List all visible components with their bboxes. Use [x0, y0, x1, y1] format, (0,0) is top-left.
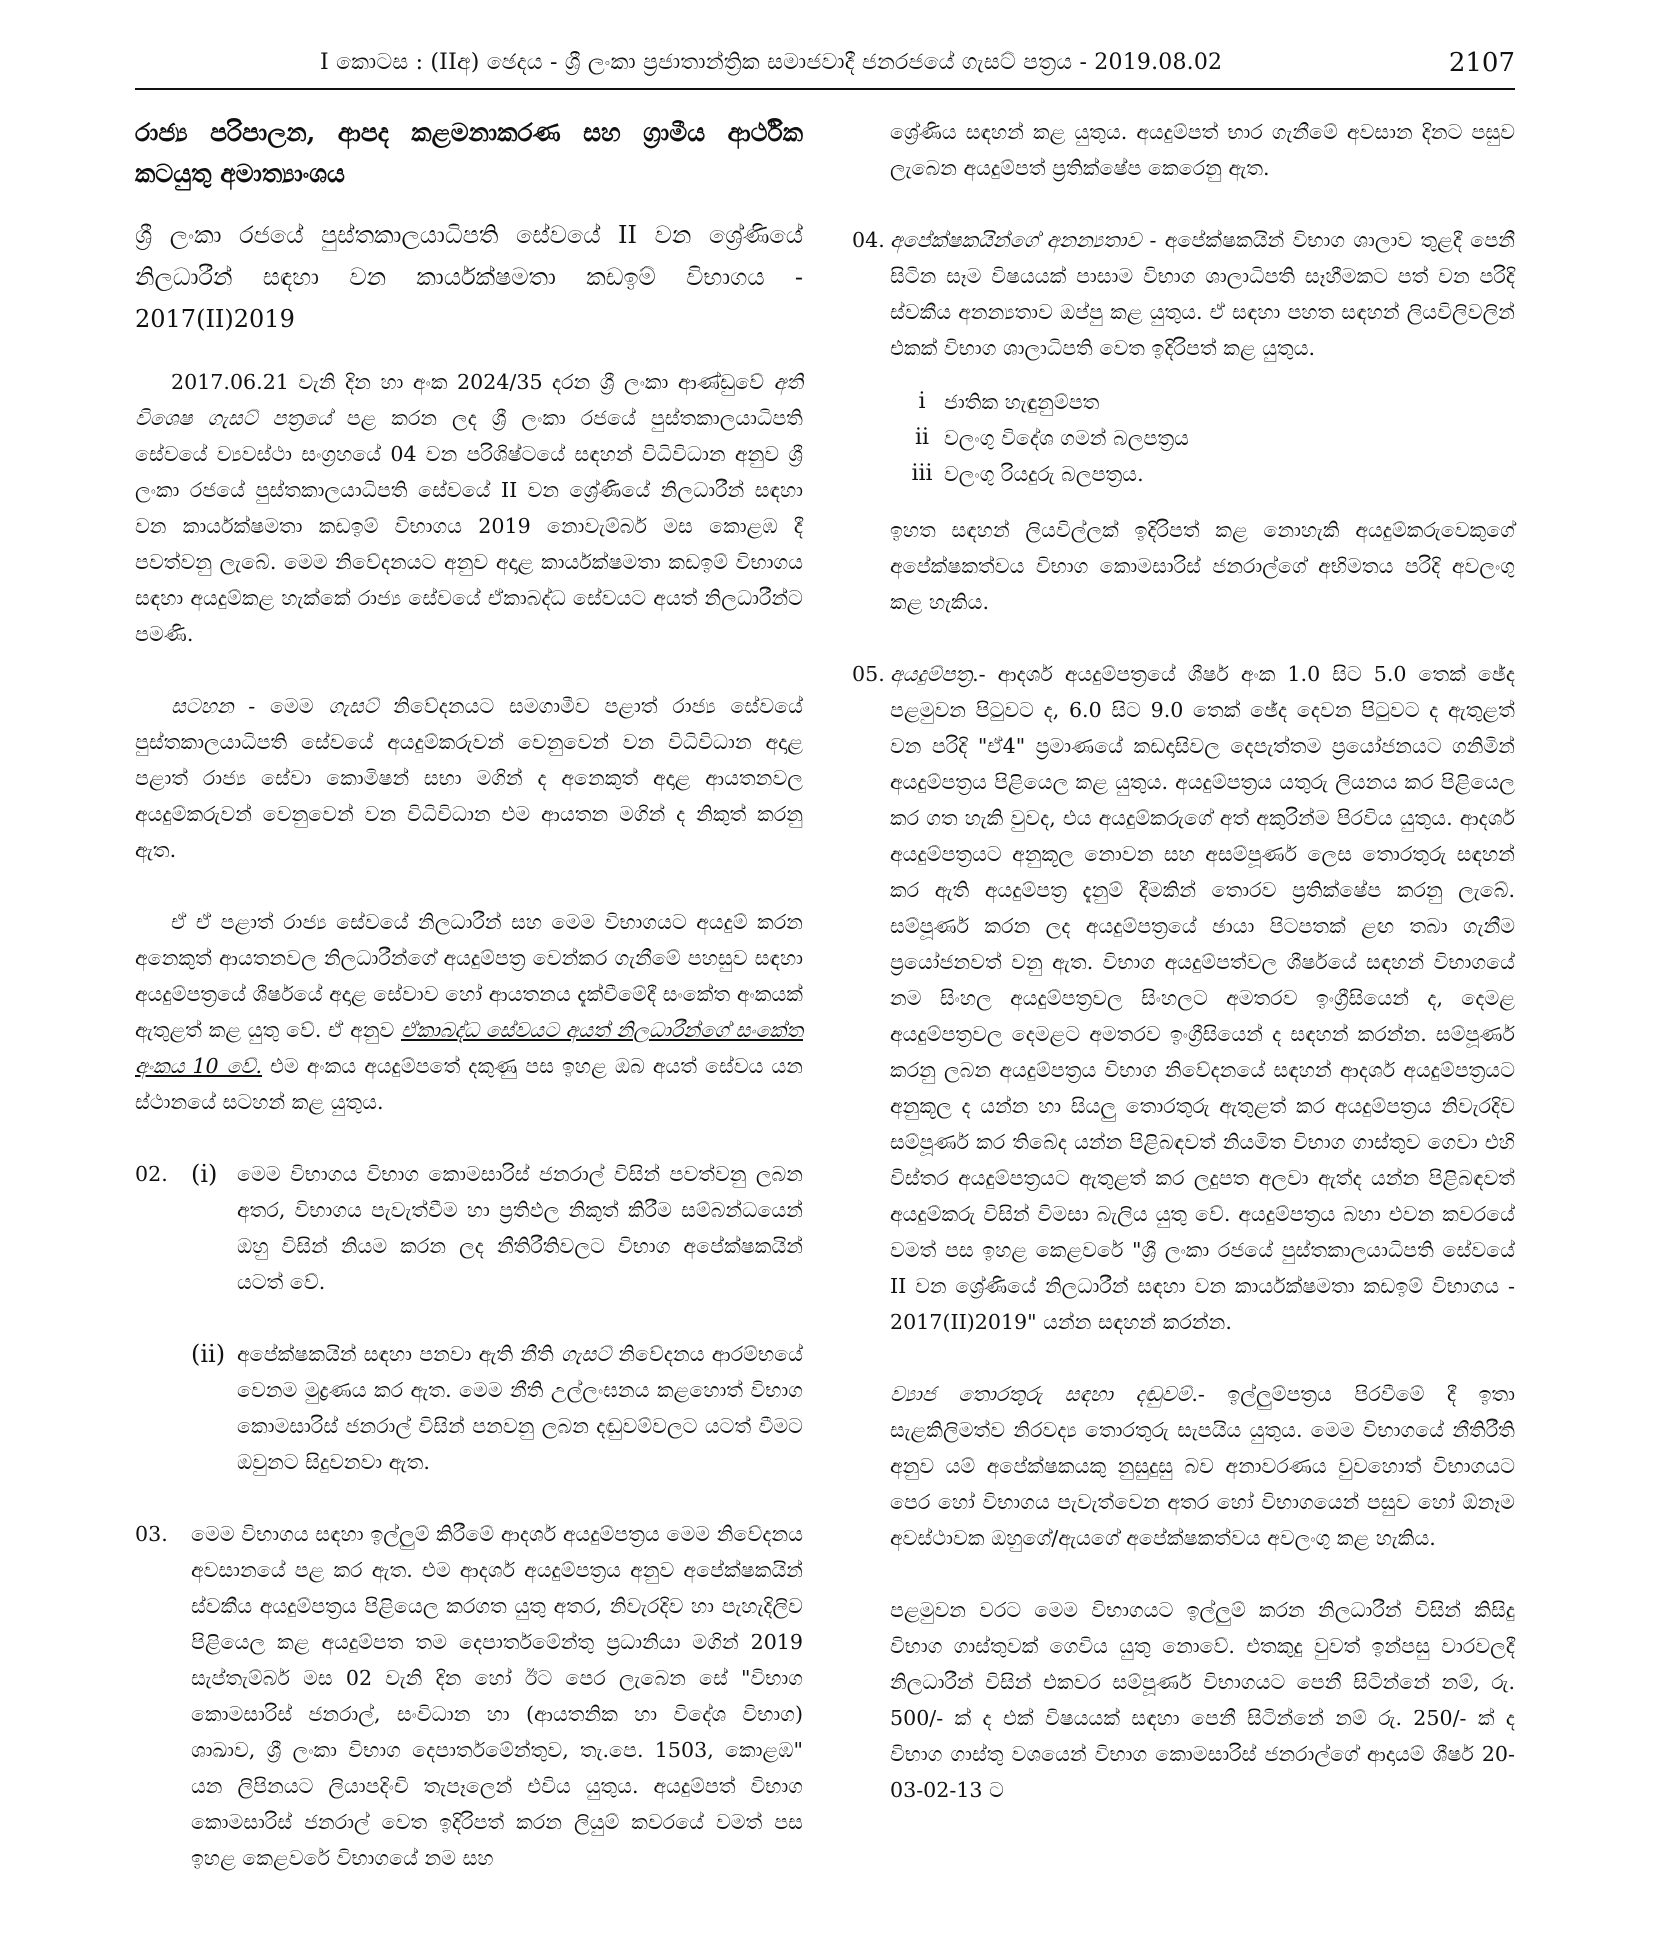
list-item [900, 384, 1515, 420]
sub-emphasis: ගැසට් [561, 1342, 612, 1366]
service-code-note: ඒකාබද්ධ සේවයට අයත් නිලධාරීන්ගේ සංකේත අංකය 10 වේ. [135, 1018, 803, 1078]
list-number: i [918, 389, 926, 414]
running-title: I කොටස : (IIඅ) ඡෙදය - ශ්‍රී ලංකා ප්‍රජාතාන්ත්‍රික සමාජවාදී ජනරජයේ ගැසට් පත්‍රය - 2019.08.02 [320, 50, 1223, 75]
section-03 [135, 1516, 803, 1876]
exam-title: ශ්‍රී ලංකා රජයේ පුස්තකාලයාධිපති සේවයේ II වන ශ්‍රේණියේ නිලධාරීන් සඳහා වන කාර්යක්ෂමතා කඩඉම් විභාගය - 2017(II)2019 [135, 221, 803, 333]
page-number: 2107 [1448, 48, 1515, 78]
false-info-paragraph [852, 1376, 1515, 1556]
right-column [852, 114, 1515, 1808]
section-02-i [191, 1156, 803, 1300]
list-number: iii [911, 461, 933, 486]
intro-text-a: 2017.06.21 වැනි දින හා අංක 2024/35 දරන ශ්‍රී ලංකා ආණ්ඩුවේ [171, 370, 774, 394]
section-text [890, 222, 1515, 366]
note-emphasis: ගැසට් [328, 694, 379, 718]
section-02-ii [191, 1336, 803, 1480]
false-info-label: ව්‍යාජ තොරතුරු සඳහා දඬුවම් [890, 1382, 1192, 1406]
section-number: 04. [852, 228, 885, 252]
list-number: ii [914, 425, 930, 450]
section-05 [852, 656, 1515, 1340]
code-text-b: එම අංකය අයදුම්පතේ දකුණු පස ඉහළ ඔබ අයත් සේවය යන ස්ථානයේ සටහන් කළ යුතුය. [135, 1054, 803, 1114]
list-text: වලංගු රියදුරු බලපත්‍රය. [944, 462, 1144, 486]
intro-text-b: පළ කරන ලද ශ්‍රී ලංකා රජයේ පුස්තකාලයාධිපති සේවයේ ව්‍යවස්ථා සංග්‍රහයේ 04 වන පරිශිෂ්ටයේ සඳහන් විධිවිධාන අනුව ශ්‍රී ලංකා රජයේ පුස්තකාලයාධිපති සේවයේ II වන ශ්‍රේණියේ නිලධාරීන් සඳහා වන කාර්යක්ෂමතා කඩඉම් විභාගය 2019 නොවැම්බර් මස කොළඹ දී පවත්වනු ලැබේ. මෙම නිවේදනයට අනුව අදාළ කාර්යක්ෂමතා කඩඉම් විභාගය සඳහා අයදුම්කළ හැක්කේ රාජ්‍ය සේවයේ ඒකාබද්ධ සේවයට අයත් නිලධාරීන්ට පමණි. [135, 406, 803, 646]
sub-text-b: නිවේදනය ආරම්භයේ වෙනම මුද්‍රණය කර ඇත. මෙම නීති උල්ලංඝනය කළහොත් විභාග කොමසාරිස් ජනරාල් විසින් පනවනු ලබන දඬුවම්වලට යටත් වීමට ඔවුනට සිදුවනවා ඇත. [237, 1342, 803, 1474]
id-note: ඉහත සඳහන් ලියවිල්ලක් ඉදිරිපත් කළ නොහැකි අයදුම්කරුවෙකුගේ අපේක්ෂකත්වය විභාග කොමසාරිස් ජනරාල්ගේ අභිමතය පරිදි අවලංගු කළ හැකිය. [890, 518, 1515, 614]
section-label: අයදුම්පත්‍ර [890, 662, 973, 686]
ministry-heading: රාජ්‍ය පරිපාලන, ආපද කළමනාකරණ සහ ග්‍රාමීය ආර්ථික කටයුතු අමාත්‍යාංශය [135, 118, 803, 188]
section-body: - අපේක්ෂකයින් විභාග ශාලාව තුළදී පෙනී සිටින සෑම විෂයයක් පාසාම විභාග ශාලාධිපති සෑහීමකට පත් වන පරිදි ස්වකීය අනන්‍යතාව ඔප්පු කළ යුතුය. ඒ සඳහා පහත සඳහන් ලියවිලිවලින් එකක් විභාග ශාලාධිපති වෙත ඉදිරිපත් කළ යුතුය. [890, 228, 1515, 360]
sub-text: මෙම විභාගය විභාග කොමසාරිස් ජනරාල් විසින් පවත්වනු ලබන අතර, විභාගය පැවැත්වීම හා ප්‍රතිඵල නිකුත් කිරීම සම්බන්ධයෙන් ඔහු විසින් නියම කරන ලද නීතිරීතිවලට විභාග අපේක්ෂකයින් යටත් වේ. [237, 1162, 803, 1294]
note-label: සටහන [171, 694, 234, 718]
section-02 [135, 1156, 803, 1516]
id-document-list [900, 384, 1515, 492]
section-04 [852, 222, 1515, 366]
false-info-text: .- ඉල්ලුම්පත්‍රය පිරවීමේ දී ඉතා සැළකිලිමත්ව නිරවද්‍ය තොරතුරු සැපයිය යුතුය. මෙම විභාගයේ නීතිරීති අනුව යම් අපේක්ෂකයකු නුසුදුසු බව අනාවරණය වුවහොත් විභාගයට පෙර හෝ විභාගය පැවැත්වෙන අතර හෝ විභාගයෙන් පසුව හෝ ඕනෑම අවස්ථාවක ඔහුගේ/ඇයගේ අපේක්ෂකත්වය අවලංගු කළ හැකිය. [890, 1382, 1515, 1550]
code-paragraph [135, 904, 803, 1120]
section-body: .- ආදර්ශ අයදුම්පත්‍රයේ ශීර්ෂ අංක 1.0 සිට 5.0 තෙක් ඡේද පළමුවන පිටුවට ද, 6.0 සිට 9.0 තෙක් ඡේද දෙවන පිටුවට ද ඇතුළත් වන පරිදි "ඒ4" ප්‍රමාණයේ කඩදාසිවල දෙපැත්තම ප්‍රයෝජනයට ගනිමින් අයදුම්පත්‍රය පිළියෙල කළ යුතුය. අයදුම්පත්‍රය යතුරු ලියනය කර පිළියෙල කර ගත හැකි වුවද, එය අයදුම්කරුගේ අත් අකුරින්ම පිරවිය යුතුය. ආදර්ශ අයදුම්පත්‍රයට අනුකූල නොවන සහ අසම්පූර්ණ ලෙස තොරතුරු සඳහන් කර ඇති අයදුම්පත්‍ර දැනුම් දීමකින් තොරව ප්‍රතික්ෂේප කරනු ලැබේ. සම්පූර්ණ කරන ලද අයදුම්පත්‍රයේ ඡායා පිටපතක් ළඟ තබා ගැනීම ප්‍රයෝජනවත් වනු ඇත. විභාග අයදුම්පත්වල ශීර්ෂයේ සඳහන් විභාගයේ නම සිංහල අයදුම්පත්‍රවල සිංහලට අමතරව ඉංග්‍රීසියෙන් ද, දෙමළ අයදුම්පත්‍රවල දෙමළට අමතරව ඉංග්‍රීසියෙන් ද සඳහන් කරන්න. සම්පූර්ණ කරනු ලබන අයදුම්පත්‍රය විභාග නිවේදනයේ සඳහන් ආදර්ශ අයදුම්පත්‍රයට අනුකූල ද යන්න හා සියලු තොරතුරු ඇතුළත් කර අයදුම්පත්‍රය නිවැරදිව සම්පූර්ණ කර තිබේද යන්න පිළිබඳවත් නියමිත විභාග ගාස්තුව ගෙවා එහි විස්තර අයදුම්පත්‍රයට ඇතුළත් කර ලදුපත අලවා ඇත්ද යන්න පිළිබඳවත් අයදුම්කරු විසින් විමසා බැලිය යුතු වේ. අයදුම්පත්‍රය බහා එවන කවරයේ වමත් පස ඉහළ කෙළවරේ "ශ්‍රී ලංකා රජයේ පුස්තකාලයාධිපති සේවයේ II වන ශ්‍රේණියේ නිලධාරීන් සඳහා වන කාර්යක්ෂමතා කඩඉම් විභාගය - 2017(II)2019" යන්න සඳහන් කරන්න. [890, 662, 1515, 1334]
code-text-a: ඒ ඒ පළාත් රාජ්‍ය සේවයේ නිලධාරීන් සහ මෙම විභාගයට අයදුම් කරන අනෙකුත් ආයතනවල නිලධාරීන්ගේ අයදුම්පත්‍ර වෙන්කර ගැනීමේ පහසුව සඳහා අයදුම්පත්‍රයේ ශීර්ෂයේ අදාළ සේවාව හෝ ආයතනය දැක්වීමේදී සංකේත අංකයක් ඇතුළත් කළ යුතු වේ. ඒ අනුව [135, 910, 803, 1042]
intro-emphasis: අති විශෙෂ ගැසට් පත්‍රයේ [135, 370, 803, 430]
list-text: ජාතික හැඳුනුම්පත [944, 390, 1100, 414]
note-paragraph [135, 688, 803, 868]
sub-number: (ii) [191, 1340, 226, 1368]
intro-paragraph [135, 364, 803, 652]
list-text: වලංගු විදේශ ගමන් බලපත්‍රය [944, 426, 1189, 450]
section-label: අපේක්ෂකයින්ගේ අනන්‍යතාව [890, 228, 1142, 252]
section-number: 03. [135, 1522, 168, 1546]
section-number: 05. [852, 662, 885, 686]
list-item [900, 456, 1515, 492]
list-item [900, 420, 1515, 456]
left-column [135, 112, 803, 1876]
sub-number: (i) [191, 1160, 218, 1188]
section-text [890, 656, 1515, 1340]
section-text: මෙම විභාගය සඳහා ඉල්ලුම් කිරීමේ ආදර්ශ අයදුම්පත්‍රය මෙම නිවේදනය අවසානයේ පළ කර ඇත. එම ආදර්ශ අයදුම්පත්‍රය අනුව අපේක්ෂකයින් ස්වකීය අයදුම්පත්‍රය පිළියෙල කරගත යුතු අතර, නිවැරදිව හා පැහැදිලිව පිළියෙල කළ අයදුම්පත තම දෙපාර්තමේන්තු ප්‍රධානියා මගින් 2019 සැප්තැම්බර් මස 02 වැනි දින හෝ ඊට පෙර ලැබෙන සේ "විභාග කොමසාරිස් ජනරාල්, සංවිධාන හා (ආයතනික හා විදේශ විභාග) ශාඛාව, ශ්‍රී ලංකා විභාග දෙපාර්තමේන්තුව, තැ.පෙ. 1503, කොළඹ" යන ලිපිනයට ලියාපදිංචි තැපෑලෙන් එවිය යුතුය. අයදුම්පත් විභාග කොමසාරිස් ජනරාල් වෙත ඉදිරිපත් කරන ලියුම් කවරයේ වමත් පස ඉහළ කෙළවරේ විභාගයේ නම සහ [191, 1522, 803, 1870]
sub-text-a: අපේක්ෂකයින් සඳහා පනවා ඇති නීති [237, 1342, 562, 1366]
page-header [135, 42, 1515, 90]
note-text-b: නිවේදනයට සමගාමීව පළාත් රාජ්‍ය සේවයේ පුස්තකාලයාධිපති සේවයේ අයදුම්කරුවන් වෙනුවෙන් වන විධිවිධාන අදාළ පළාත් රාජ්‍ය සේවා කොමිෂන් සභා මගින් ද අනෙකුත් අදාළ ආයතනවල අයදුම්කරුවන් වෙනුවෙන් වන විධිවිධාන එම ආයතන මගින් ද නිකුත් කරනු ඇත. [135, 694, 803, 862]
continued-text: ශ්‍රේණිය සඳහන් කළ යුතුය. අයදුම්පත් භාර ගැනීමේ අවසාන දිනට පසුව ලැබෙන අයදුම්පත් ප්‍රතික්ෂේප කෙරෙනු ඇත. [890, 120, 1515, 180]
fee-paragraph: පළමුවන වරට මෙම විභාගයට ඉල්ලුම් කරන නිලධාරීන් විසින් කිසිදු විභාග ගාස්තුවක් ගෙවිය යුතු නොවේ. එතකුදු වුවත් ඉන්පසු වාරවලදී නිලධාරීන් විසින් එකවර සම්පූර්ණ විභාගයට පෙනී සිටින්නේ නම්, රු. 500/- ක් ද එක් විෂයයක් සඳහා පෙනී සිටින්නේ නම් රු. 250/- ක් ද විභාග ගාස්තු වශයෙන් විභාග කොමසාරිස් ජනරාල්ගේ ආදායම් ශීර්ෂ 20-03-02-13 ට [890, 1598, 1515, 1802]
note-text-a: - මෙම [233, 694, 329, 718]
sub-text [237, 1336, 803, 1480]
section-number: 02. [135, 1162, 168, 1186]
